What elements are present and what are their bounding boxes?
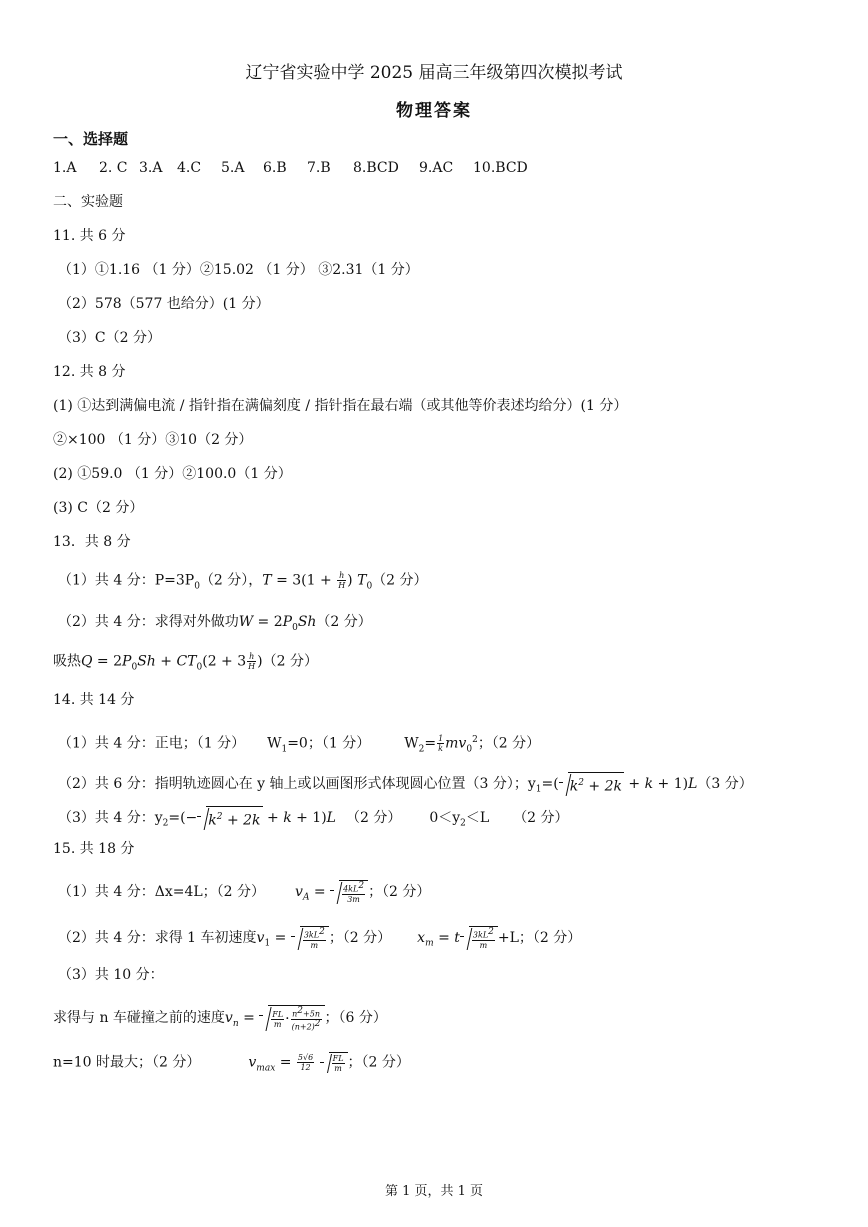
q14-range-low: 0＜y [429, 809, 461, 826]
fraction-h-over-H-2: $\frac{h}{H}$ [248, 652, 256, 671]
section-experiment-heading: 二、实验题 [53, 194, 123, 210]
q13-part3-text: 吸热 [53, 653, 81, 670]
choice-answers [53, 159, 528, 177]
sqrt-vmax: $\frac{FL}{m}$ [320, 1052, 348, 1073]
q14-title: 14. 共 14 分 [53, 692, 135, 708]
q15-vn-text: 求得与 n 车碰撞之前的速度 [53, 1010, 225, 1027]
q12-title: 12. 共 8 分 [53, 364, 126, 380]
q13-part1-mid: （2 分）， [199, 572, 263, 589]
q13-part1-text: （1）共 4 分：P=3P [58, 572, 195, 589]
page-footer: 第 1 页，共 1 页 [384, 1184, 484, 1199]
fraction-5sqrt6-over-12: $\frac{5√6}{12}$ [297, 1053, 314, 1072]
answer-2: 2. C [99, 160, 128, 176]
q14-part2-score: （3 分） [697, 775, 753, 792]
answer-subtitle: 物理答案 [396, 101, 472, 121]
q15-part2-text: （2）共 4 分：求得 1 车初速度 [58, 929, 257, 946]
q15-part2: （2）共 4 分：求得 1 车初速度$v_1$ = $\frac{3kL^2}{m}$ ；（2 分） $x_m = t$ $\frac{3kL^2}{m}$ +L；（2 分） [58, 927, 582, 950]
q15-part3-vn: 求得与 n 车碰撞之前的速度$v_n$ = $\frac{FL}{m}$ · $\frac{n^2+5n}{(n+2)^2}$ ；（6 分） [53, 1006, 387, 1032]
q13-part3-score: （2 分） [262, 653, 318, 670]
q14-part2: （2）共 6 分：指明轨迹圆心在 y 轴上或以画图形式体现圆心位置（3 分）；$y_1=$( $k^2 + 2k + k + 1)L(3$ 分） [58, 772, 753, 799]
q13-part2: （2）共 4 分：求得对外做功$W = 2P_0Sh(2$ 分） [58, 614, 372, 633]
q13-part2-score: （2 分） [316, 614, 372, 630]
q15-part3-vmax: n=10 时最大；（2 分） $v_{max}$ = $\frac{5√6}{12}$ $\frac{FL}{m}$ ；（2 分） [53, 1053, 410, 1074]
q13-title: 13．共 8 分 [53, 534, 131, 550]
q15-vn-score: ；（6 分） [324, 1010, 387, 1027]
answer-6: 6.B [263, 160, 287, 176]
q15-part2-score: ；（2 分） [328, 929, 392, 946]
q14-part3-score: （2 分） [345, 809, 402, 826]
q14-part2-text: （2）共 6 分：指明轨迹圆心在 y 轴上或以画图形式体现圆心位置（3 分）；y [58, 775, 536, 792]
q15-vmax-score: ；（2 分） [347, 1054, 410, 1071]
q13-formula-T: T [262, 572, 272, 589]
sqrt-k2-2k: $k^2 + 2k$ [559, 772, 624, 796]
q12-part1: (1) ①达到满偏电流 / 指针指在满偏刻度 / 指针指在最右端（或其他等价表述均给分）(1 分） [53, 398, 628, 414]
sqrt-k2-2k-b: $k^2 + 2k$ [197, 806, 262, 830]
exam-title: 辽宁省实验中学 2025 届高三年级第四次模拟考试 [245, 63, 623, 83]
fraction-h-over-H: $\frac{h}{H}$ [338, 571, 346, 590]
q15-part1: （1）共 4 分：Δx=4L；（2 分） $v_A$ = $\frac{4kL^2}{3m}$ ；（2 分） [58, 881, 431, 904]
q15-part1-score: ；（2 分） [368, 883, 431, 900]
q13-formula-Q: Q [81, 653, 93, 670]
sqrt-xm: $\frac{3kL^2}{m}$ [460, 926, 498, 950]
answer-9: 9.AC [419, 160, 454, 176]
sqrt-vn: $\frac{FL}{m}$ · $\frac{n^2+5n}{(n+2)^2}$ [259, 1005, 324, 1031]
fraction-1-over-k: $\frac{1}{k}$ [438, 734, 444, 754]
sqrt-v1: $\frac{3kL^2}{m}$ [291, 926, 329, 950]
q14-part3-score-b: （2 分） [513, 809, 569, 826]
q11-title: 11. 共 6 分 [53, 228, 126, 244]
q13-formula-W: W [238, 614, 254, 630]
q14-part1-text: （1）共 4 分：正电；（1 分） [58, 735, 246, 752]
q14-range-high: ＜L [465, 809, 490, 826]
q15-vmax-text: n=10 时最大；（2 分） [53, 1054, 201, 1071]
q15-title: 15. 共 18 分 [53, 841, 135, 857]
q14-part1: （1）共 4 分：正电；（1 分） $W_1=0$；（1 分） $W_2=$ $\frac{1}{k}$ $mv_0^2$；（2 分） [58, 734, 541, 755]
q11-part3: （3）C（2 分） [58, 330, 161, 346]
q14-w1-label: W [267, 735, 282, 752]
q12-part2: (2) ①59.0 （1 分）②100.0（1 分） [53, 466, 292, 482]
answer-5: 5.A [221, 160, 245, 176]
q14-part1-score: ；（2 分） [477, 735, 541, 752]
q14-part3-text: （3）共 4 分：y [58, 809, 163, 826]
q12-part1b: ②×100 （1 分）③10（2 分） [53, 432, 253, 448]
q14-w1-value: =0；（1 分） [287, 735, 371, 752]
section-choice-heading: 一、选择题 [53, 130, 129, 148]
q11-part2: （2）578（577 也给分）(1 分） [58, 296, 270, 312]
answer-1: 1.A [53, 160, 77, 176]
answer-10: 10.BCD [473, 160, 528, 176]
q13-part3: 吸热$Q = 2P_0Sh + CT_0(2 + 3$ $\frac{h}{H}$ )（2 分） [53, 652, 318, 673]
answer-8: 8.BCD [353, 160, 399, 176]
q13-part2-text: （2）共 4 分：求得对外做功 [58, 614, 239, 630]
q15-part1-text: （1）共 4 分：Δx=4L；（2 分） [58, 883, 266, 900]
q14-part3: （3）共 4 分：$y_2=(-$ $k^2 + 2k + k + 1)L$ （2 分） $0<y_2<L$ （2 分） [58, 806, 569, 833]
answer-3: 3.A [139, 160, 163, 176]
q11-part1: （1）①1.16 （1 分）②15.02 （1 分） ③2.31（1 分） [58, 262, 419, 278]
q13-part1: （1）共 4 分：$P=3P_0(2$ 分），T = 3(1 + $\frac{h}{H}$ ) $T_0(2$ 分） [58, 571, 428, 592]
sqrt-vA: $\frac{4kL^2}{3m}$ [330, 880, 368, 904]
q13-part1-score: （2 分） [372, 572, 428, 589]
answer-4: 4.C [177, 160, 202, 176]
q14-w2-label: W [404, 735, 419, 752]
q15-part2-score-b: +L；（2 分） [497, 929, 582, 946]
q15-part3: （3）共 10 分： [58, 967, 164, 983]
q12-part3: (3) C（2 分） [53, 500, 144, 516]
answer-7: 7.B [307, 160, 331, 176]
